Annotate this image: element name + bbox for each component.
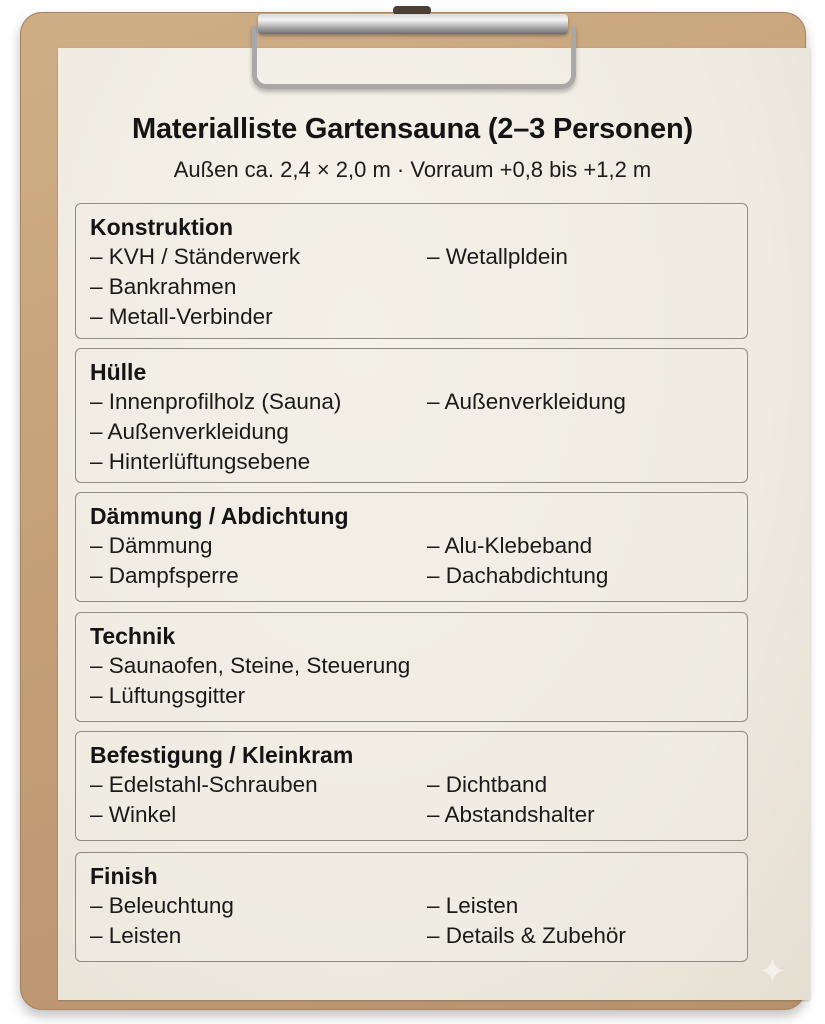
sparkle-icon: ✦ [758, 953, 787, 991]
list-item: – Winkel [90, 802, 177, 827]
section-huelle [75, 348, 748, 483]
list-item: – Abstandshalter [427, 802, 595, 827]
section-finish [75, 852, 748, 962]
list-item: – Alu-Klebeband [427, 533, 593, 558]
clip-bar-icon [258, 14, 568, 34]
page-subtitle: Außen ca. 2,4 × 2,0 m · Vorraum +0,8 bis +1,2 m [173, 157, 652, 182]
list-item: – Bankrahmen [90, 274, 237, 299]
section-heading: Befestigung / Kleinkram [90, 742, 354, 768]
list-item: – Außenverkleidung [90, 419, 289, 444]
list-item: – Leisten [90, 923, 182, 948]
list-item: – Hinterlüftungsebene [90, 449, 311, 474]
section-heading: Konstruktion [90, 214, 234, 240]
list-item: – KVH / Ständerwerk [90, 244, 301, 269]
section-heading: Finish [90, 863, 158, 889]
section-konstruktion [75, 203, 748, 339]
list-item: – Dichtband [427, 772, 548, 797]
list-item: – Beleuchtung [90, 893, 234, 918]
list-item: – Metall-Verbinder [90, 304, 273, 329]
list-item: – Innenprofilholz (Sauna) [90, 389, 342, 414]
section-heading: Technik [90, 623, 176, 649]
list-item: – Dämmung [90, 533, 213, 558]
list-item: – Außenverkleidung [427, 389, 626, 414]
list-item: – Leisten [427, 893, 519, 918]
clip-wire-icon [252, 26, 576, 89]
list-item: – Lüftungsgitter [90, 683, 246, 708]
section-technik [75, 612, 748, 722]
section-heading: Hülle [90, 359, 147, 385]
section-befestigung-kleinkram [75, 731, 748, 841]
list-item: – Details & Zubehör [427, 923, 626, 948]
list-item: – Edelstahl-Schrauben [90, 772, 318, 797]
list-item: – Dachabdichtung [427, 563, 609, 588]
section-heading: Dämmung / Abdichtung [90, 503, 349, 529]
page-title: Materialliste Gartensauna (2–3 Personen) [132, 113, 693, 145]
section-daemmung-abdichtung [75, 492, 748, 602]
list-item: – Saunaofen, Steine, Steuerung [90, 653, 411, 678]
list-item: – Wetallpldein [427, 244, 568, 269]
list-item: – Dampfsperre [90, 563, 239, 588]
